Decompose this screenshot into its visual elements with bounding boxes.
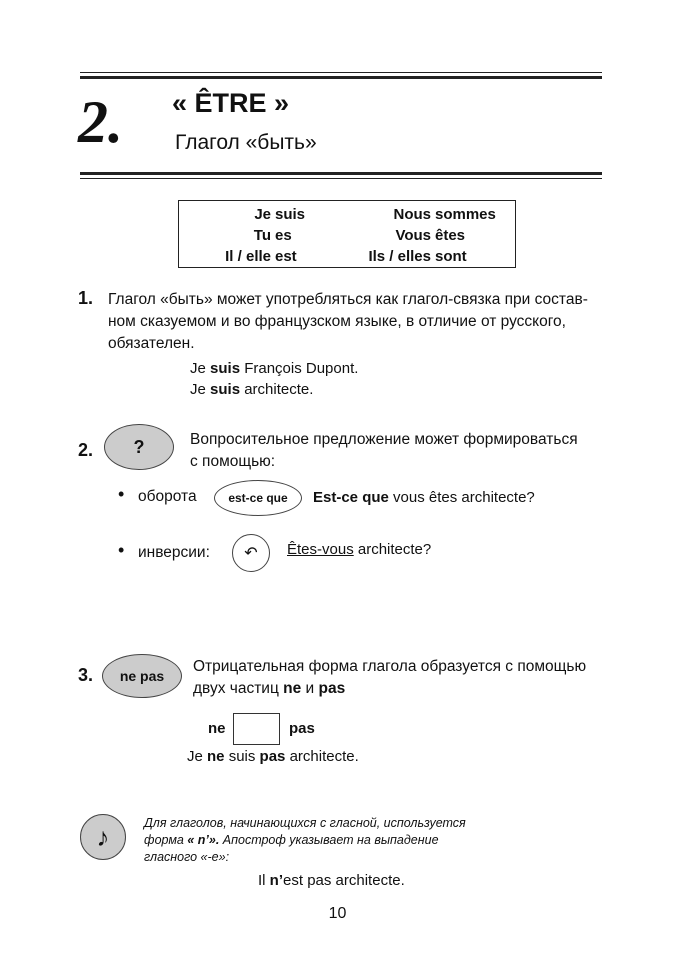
section-1-number: 1. xyxy=(78,288,94,308)
inversion-icon: ↶ xyxy=(232,534,270,572)
section-3-number: 3. xyxy=(78,665,94,685)
section-1-example-1: Je suis François Dupont. xyxy=(190,360,359,377)
bullet-1-example: Est-ce que vous êtes architecte? xyxy=(313,489,535,506)
verb-est: est xyxy=(275,248,297,265)
header-rule-bottom-thick xyxy=(80,172,602,175)
note-line-2: форма « n’». Апостроф указывает на выпадение xyxy=(144,833,439,847)
section-1-example-2: Je suis architecte. xyxy=(190,381,314,398)
section-2-number: 2. xyxy=(78,440,94,460)
header-rule-top-thick xyxy=(80,76,602,79)
section-3-example: Je ne suis pas architecte. xyxy=(187,748,359,765)
verb-suis: suis xyxy=(275,206,306,223)
diagram-ne: ne xyxy=(208,720,226,737)
pronoun-vous: Vous xyxy=(395,227,431,244)
bullet-2-label: инверсии: xyxy=(138,544,210,561)
pronoun-tu: Tu xyxy=(253,227,271,244)
section-2-line-2: с помощью: xyxy=(190,453,276,470)
header-rule-top-thin xyxy=(80,72,602,73)
chapter-title: « ÊTRE » xyxy=(172,88,290,118)
bullet-1: • xyxy=(118,484,125,504)
pronoun-ils-elles: Ils / elles xyxy=(368,248,431,265)
bullet-2-example: Êtes-vous architecte? xyxy=(287,541,432,558)
section-3-line-1: Отрицательная форма глагола образуется с помощью xyxy=(193,658,587,675)
music-note-icon: ♪ xyxy=(80,814,126,860)
header-rule-bottom-thin xyxy=(80,178,602,179)
section-1-line-2: ном сказуемом и во французском языке, в отличие от русского, xyxy=(108,313,566,330)
verb-sont: sont xyxy=(435,248,467,265)
diagram-pas: pas xyxy=(289,720,315,737)
pronoun-nous: Nous xyxy=(393,206,431,223)
chapter-number: 2. xyxy=(78,89,123,155)
page-number: 10 xyxy=(328,905,347,922)
pronoun-il-elle: Il / elle xyxy=(225,248,271,265)
verb-placeholder-box xyxy=(233,713,280,745)
bullet-1-label: оборота xyxy=(138,488,197,505)
verb-sommes: sommes xyxy=(435,206,496,223)
section-3-line-2: двух частиц ne и pas xyxy=(193,680,346,697)
note-line-1: Для глаголов, начинающихся с гласной, используется xyxy=(144,816,466,830)
bullet-2: • xyxy=(118,540,125,560)
pronoun-je: Je xyxy=(254,206,271,223)
note-line-3: гласного «-е»: xyxy=(144,850,230,864)
section-1-line-1: Глагол «быть» может употребляться как глагол-связка при состав- xyxy=(108,291,588,308)
chapter-subtitle: Глагол «быть» xyxy=(175,131,317,154)
conjugation-table xyxy=(178,200,516,268)
question-badge: ? xyxy=(104,424,174,470)
section-1-line-3: обязателен. xyxy=(108,335,195,352)
ne-pas-badge: ne pas xyxy=(102,654,182,698)
note-example: Il n’est pas architecte. xyxy=(258,872,405,889)
est-ce-que-oval: est-ce que xyxy=(214,480,302,516)
verb-etes: êtes xyxy=(435,227,466,244)
verb-es: es xyxy=(275,227,292,244)
section-2-line-1: Вопросительное предложение может формироваться xyxy=(190,431,578,448)
